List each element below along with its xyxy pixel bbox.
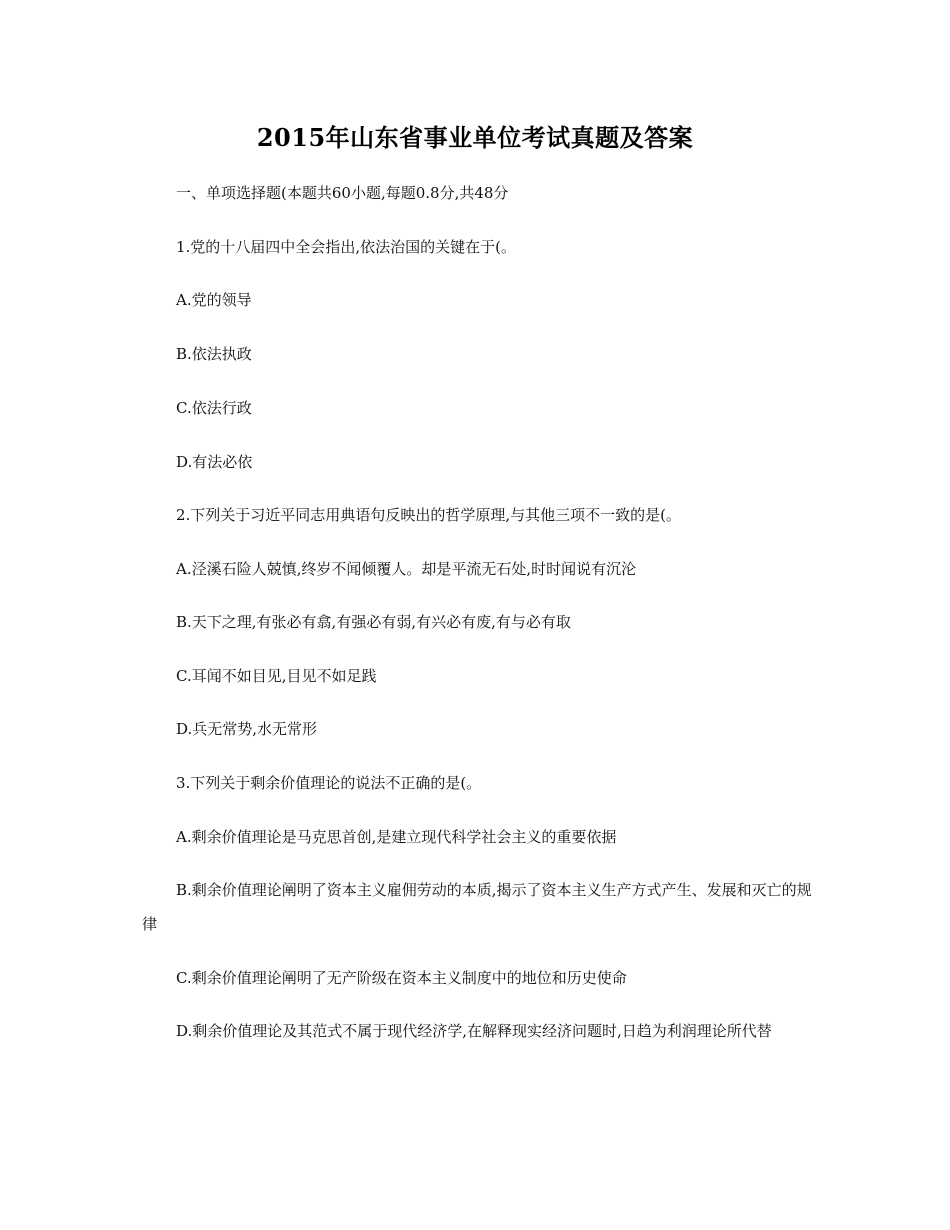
- question-3-option-b: B.剩余价值理论阐明了资本主义雇佣劳动的本质,揭示了资本主义生产方式产生、发展和灭亡的规律: [142, 881, 812, 933]
- question-2-option-a: A.泾溪石险人兢慎,终岁不闻倾覆人。却是平流无石处,时时闻说有沉沦: [176, 560, 637, 578]
- question-1-option-c: C.依法行政: [176, 399, 252, 417]
- question-1-option-a: A.党的领导: [176, 291, 252, 309]
- question-1-option-d: D.有法必依: [176, 453, 253, 471]
- question-2-stem: 2.下列关于习近平同志用典语句反映出的哲学原理,与其他三项不一致的是(。: [176, 506, 681, 524]
- question-2-option-b: B.天下之理,有张必有翕,有强必有弱,有兴必有废,有与必有取: [176, 613, 571, 631]
- question-2-option-c: C.耳闻不如目见,目见不如足践: [176, 667, 377, 685]
- question-1-option-b: B.依法执政: [176, 345, 252, 363]
- document-title: 2015年山东省事业单位考试真题及答案: [256, 123, 694, 152]
- question-1-stem: 1.党的十八届四中全会指出,依法治国的关键在于(。: [176, 238, 516, 256]
- section-heading: 一、单项选择题(本题共60小题,每题0.8分,共48分: [176, 184, 509, 202]
- question-3-stem: 3.下列关于剩余价值理论的说法不正确的是(。: [176, 774, 482, 792]
- question-2-option-d: D.兵无常势,水无常形: [176, 720, 318, 738]
- question-3-option-a: A.剩余价值理论是马克思首创,是建立现代科学社会主义的重要依据: [176, 828, 617, 846]
- question-3-option-d: D.剩余价值理论及其范式不属于现代经济学,在解释现实经济问题时,日趋为利润理论所代替: [176, 1022, 772, 1040]
- question-3-option-c: C.剩余价值理论阐明了无产阶级在资本主义制度中的地位和历史使命: [176, 969, 627, 987]
